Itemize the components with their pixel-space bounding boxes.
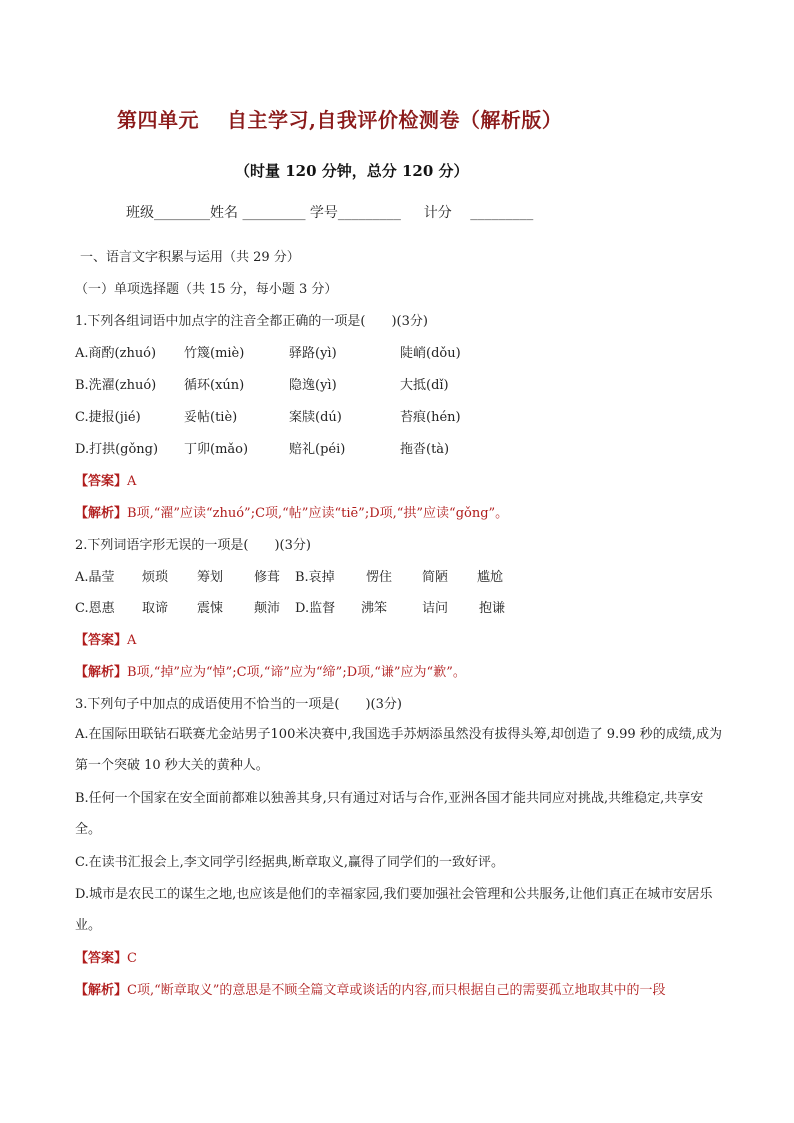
option-word: 驿路(yì) <box>289 346 337 361</box>
option-word: 沸笨 <box>361 601 388 616</box>
answer-value: A <box>127 633 137 648</box>
question-2-answer <box>75 632 136 650</box>
option-word: B.哀掉 <box>295 570 335 585</box>
option-word: 抱谦 <box>479 601 506 616</box>
option-word: A.商酌(zhuó) <box>75 346 157 361</box>
option-word: 苔痕(hén) <box>400 410 461 425</box>
analysis-text: B项,“濯”应读“zhuó”;C项,“帖”应读“tiē”;D项,“拱”应读“gǒng”。 <box>127 506 509 521</box>
option-word: 大抵(dǐ) <box>400 378 449 393</box>
answer-value: A <box>127 474 137 489</box>
analysis-text: B项,“掉”应为“悼”;C项,“谛”应为“缔”;D项,“谦”应为“歉”。 <box>127 665 466 680</box>
question-3-option-d: D.城市是农民工的谋生之地,也应该是他们的幸福家园,我们要加强社会管理和公共服务,让他们真正在城市安居乐业。 <box>75 887 713 933</box>
option-word: 丁卯(mǎo) <box>184 442 249 457</box>
analysis-label: 【解析】 <box>75 665 128 680</box>
question-3-option-b: B.任何一个国家在安全面前都难以独善其身,只有通过对话与合作,亚洲各国才能共同应对挑战,共维稳定,共享安全。 <box>75 791 704 837</box>
option-word: 取谛 <box>142 601 169 616</box>
analysis-label: 【解析】 <box>75 983 128 998</box>
option-word: C.恩惠 <box>75 601 115 616</box>
analysis-label: 【解析】 <box>75 506 128 521</box>
option-word: 尴尬 <box>477 570 504 585</box>
option-word: 赔礼(péi) <box>289 442 346 457</box>
option-word: 诘问 <box>422 601 449 616</box>
option-word: 隐逸(yì) <box>289 378 337 393</box>
section-heading: 一、语言文字积累与运用（共 29 分） <box>80 250 300 265</box>
sub-section-heading: （一）单项选择题（共 15 分，每小题 3 分） <box>75 282 338 297</box>
option-word: 筹划 <box>197 570 224 585</box>
question-2-stem: 2.下列词语字形无误的一项是( )(3分) <box>75 538 311 553</box>
answer-label: 【答案】 <box>75 474 128 489</box>
question-1-answer <box>75 473 136 491</box>
exam-time-score: （时量 120 分钟，总分 120 分） <box>235 162 469 180</box>
option-word: 陡峭(dǒu) <box>400 346 461 361</box>
option-word: 颠沛 <box>254 601 281 616</box>
option-word: 妥帖(tiè) <box>184 410 238 425</box>
option-word: 案牍(dú) <box>289 410 342 425</box>
question-2-analysis <box>75 664 466 682</box>
option-word: B.洗濯(zhuó) <box>75 378 157 393</box>
question-1-stem: 1.下列各组词语中加点字的注音全都正确的一项是( )(3分) <box>75 314 428 329</box>
option-word: 拖沓(tà) <box>400 442 450 457</box>
option-word: 简陋 <box>422 570 449 585</box>
question-3-option-a: A.在国际田联钻石联赛尤金站男子100米决赛中,我国选手苏炳添虽然没有拔得头筹,却创造了 9.99 秒的成绩,成为第一个突破 10 秒大关的黄种人。 <box>75 727 722 773</box>
answer-value: C <box>127 951 137 966</box>
option-word: A.晶莹 <box>75 570 115 585</box>
option-word: D.监督 <box>295 601 336 616</box>
question-3-answer <box>75 950 137 968</box>
answer-label: 【答案】 <box>75 633 128 648</box>
option-word: C.捷报(jié) <box>75 410 141 425</box>
student-info-line: 班级________姓名 _________ 学号_________ 计分 _________ <box>126 205 534 221</box>
option-word: 循环(xún) <box>184 378 245 393</box>
page-title: 第四单元 自主学习,自我评价检测卷（解析版） <box>117 108 563 132</box>
option-word: 竹篾(miè) <box>184 346 245 361</box>
analysis-text: C项,“断章取义”的意思是不顾全篇文章或谈话的内容,而只根据自己的需要孤立地取其中的一段 <box>127 983 666 998</box>
question-3-option-c: C.在读书汇报会上,李文同学引经据典,断章取义,赢得了同学们的一致好评。 <box>75 855 505 870</box>
option-word: 修葺 <box>254 570 281 585</box>
question-1-analysis <box>75 505 508 523</box>
question-3-analysis <box>75 982 666 1000</box>
option-word: 烦琐 <box>142 570 169 585</box>
option-word: D.打拱(gǒng) <box>75 442 159 457</box>
question-3-stem: 3.下列句子中加点的成语使用不恰当的一项是( )(3分) <box>75 697 402 712</box>
option-word: 愣住 <box>366 570 393 585</box>
answer-label: 【答案】 <box>75 951 128 966</box>
option-word: 震悚 <box>197 601 224 616</box>
